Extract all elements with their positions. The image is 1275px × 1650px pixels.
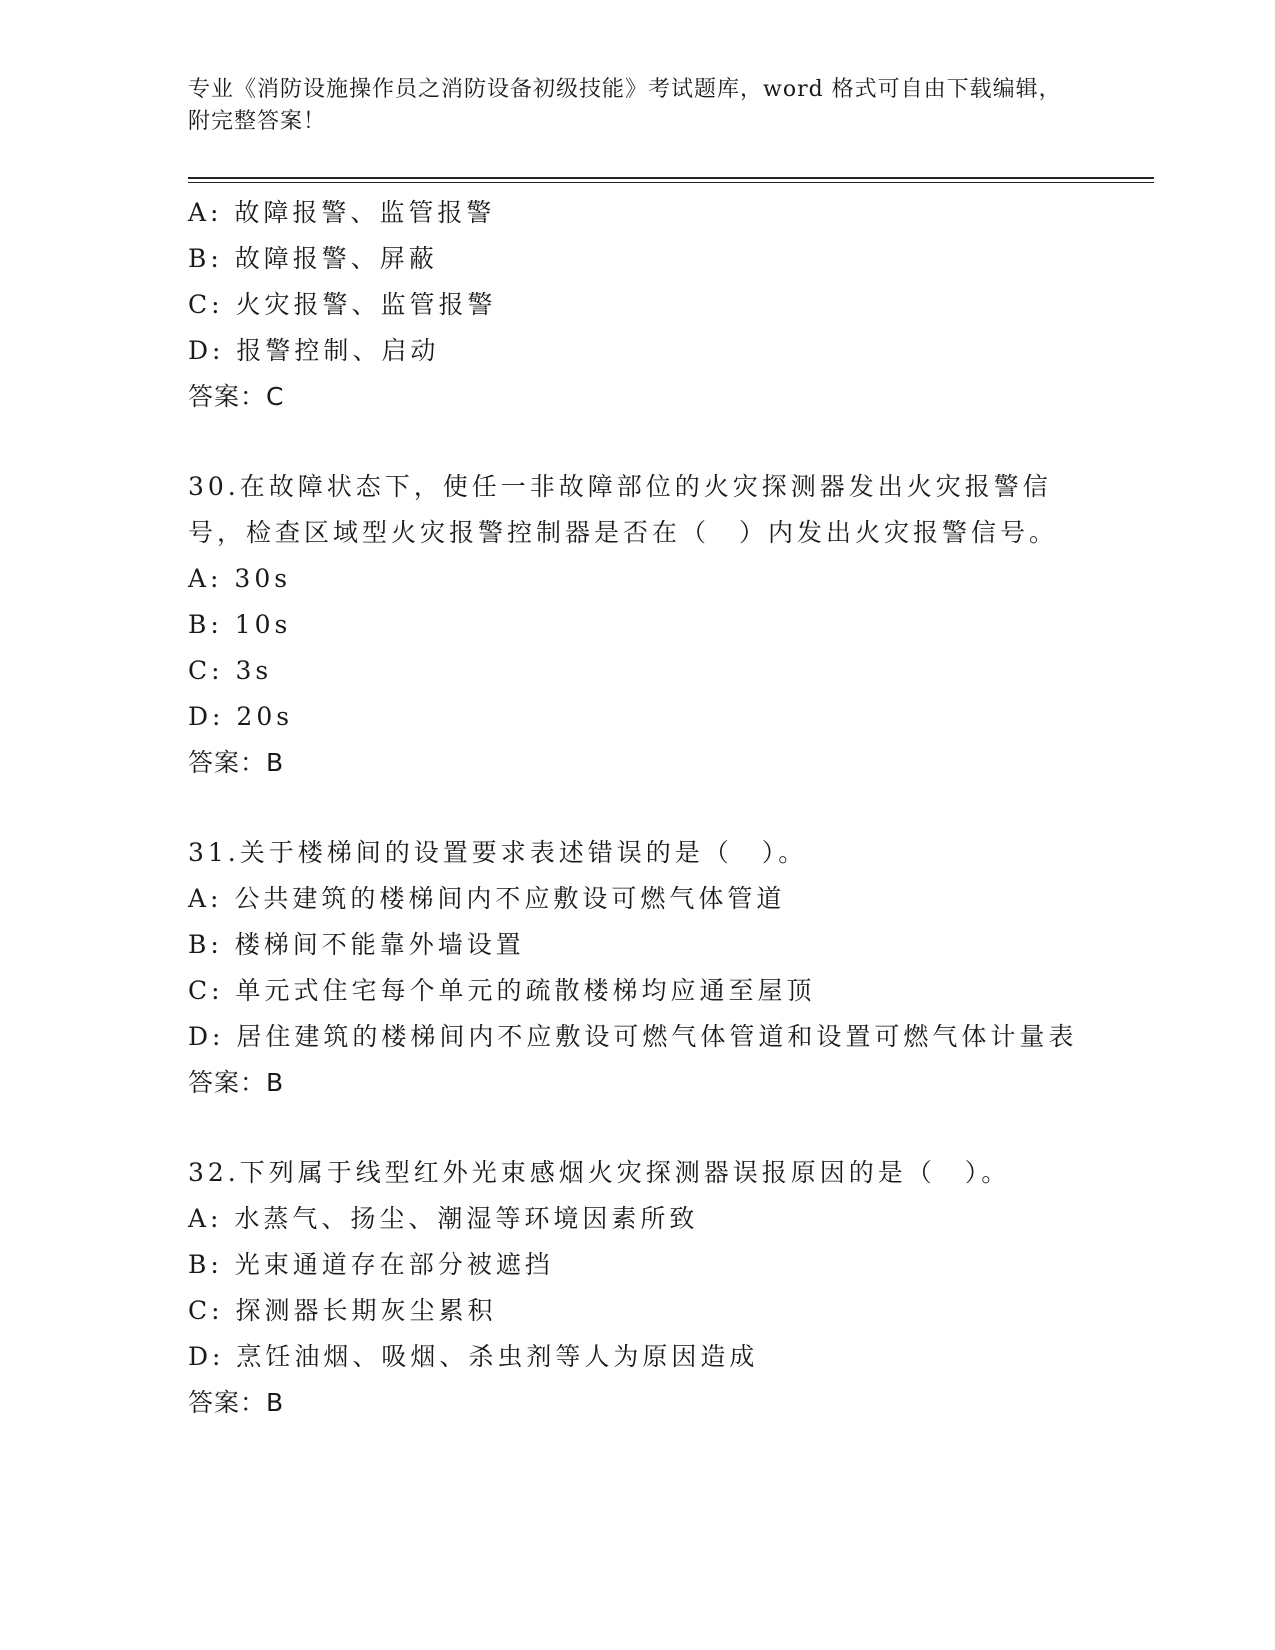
question-text: 31.关于楼梯间的设置要求表述错误的是（ ）。: [188, 838, 808, 867]
option-a: A: 30s: [188, 564, 292, 593]
option-c: C: 单元式住宅每个单元的疏散楼梯均应通至屋顶: [188, 976, 816, 1005]
document-header: 专业《消防设施操作员之消防设备初级技能》考试题库，word 格式可自由下载编辑，附完整答案！: [188, 77, 1062, 134]
option-c: C: 火灾报警、监管报警: [188, 290, 497, 319]
option-b: B: 楼梯间不能靠外墙设置: [188, 930, 525, 959]
answer-line: 答案：C: [188, 382, 285, 411]
answer-line: 答案：B: [188, 1388, 285, 1417]
option-a: A: 故障报警、监管报警: [188, 198, 496, 227]
option-b: B: 故障报警、屏蔽: [188, 244, 438, 273]
option-c: C: 3s: [188, 656, 273, 685]
option-b: B: 光束通道存在部分被遮挡: [188, 1250, 554, 1279]
header-rule-thin: [188, 182, 1154, 183]
option-d: D: 报警控制、启动: [188, 336, 440, 365]
question-block-30: [188, 464, 1128, 786]
question-block-31: [188, 830, 1128, 1106]
question-block-prev: [188, 190, 1128, 420]
question-text: 32.下列属于线型红外光束感烟火灾探测器误报原因的是（ ）。: [188, 1158, 1011, 1187]
header-rule-thick: [188, 177, 1154, 179]
option-a: A: 水蒸气、扬尘、潮湿等环境因素所致: [188, 1204, 699, 1233]
option-a: A: 公共建筑的楼梯间内不应敷设可燃气体管道: [188, 884, 786, 913]
option-b: B: 10s: [188, 610, 292, 639]
question-content: [188, 190, 1128, 1426]
question-block-32: [188, 1150, 1128, 1426]
answer-line: 答案：B: [188, 1068, 285, 1097]
answer-line: 答案：B: [188, 748, 285, 777]
option-d: D: 20s: [188, 702, 294, 731]
option-c: C: 探测器长期灰尘累积: [188, 1296, 497, 1325]
question-text: 30.在故障状态下，使任一非故障部位的火灾探测器发出火灾报警信号，检查区域型火灾报警控制器是否在（ ）内发出火灾报警信号。: [188, 472, 1059, 547]
option-d: D: 居住建筑的楼梯间内不应敷设可燃气体管道和设置可燃气体计量表: [188, 1022, 1078, 1051]
option-d: D: 烹饪油烟、吸烟、杀虫剂等人为原因造成: [188, 1342, 759, 1371]
